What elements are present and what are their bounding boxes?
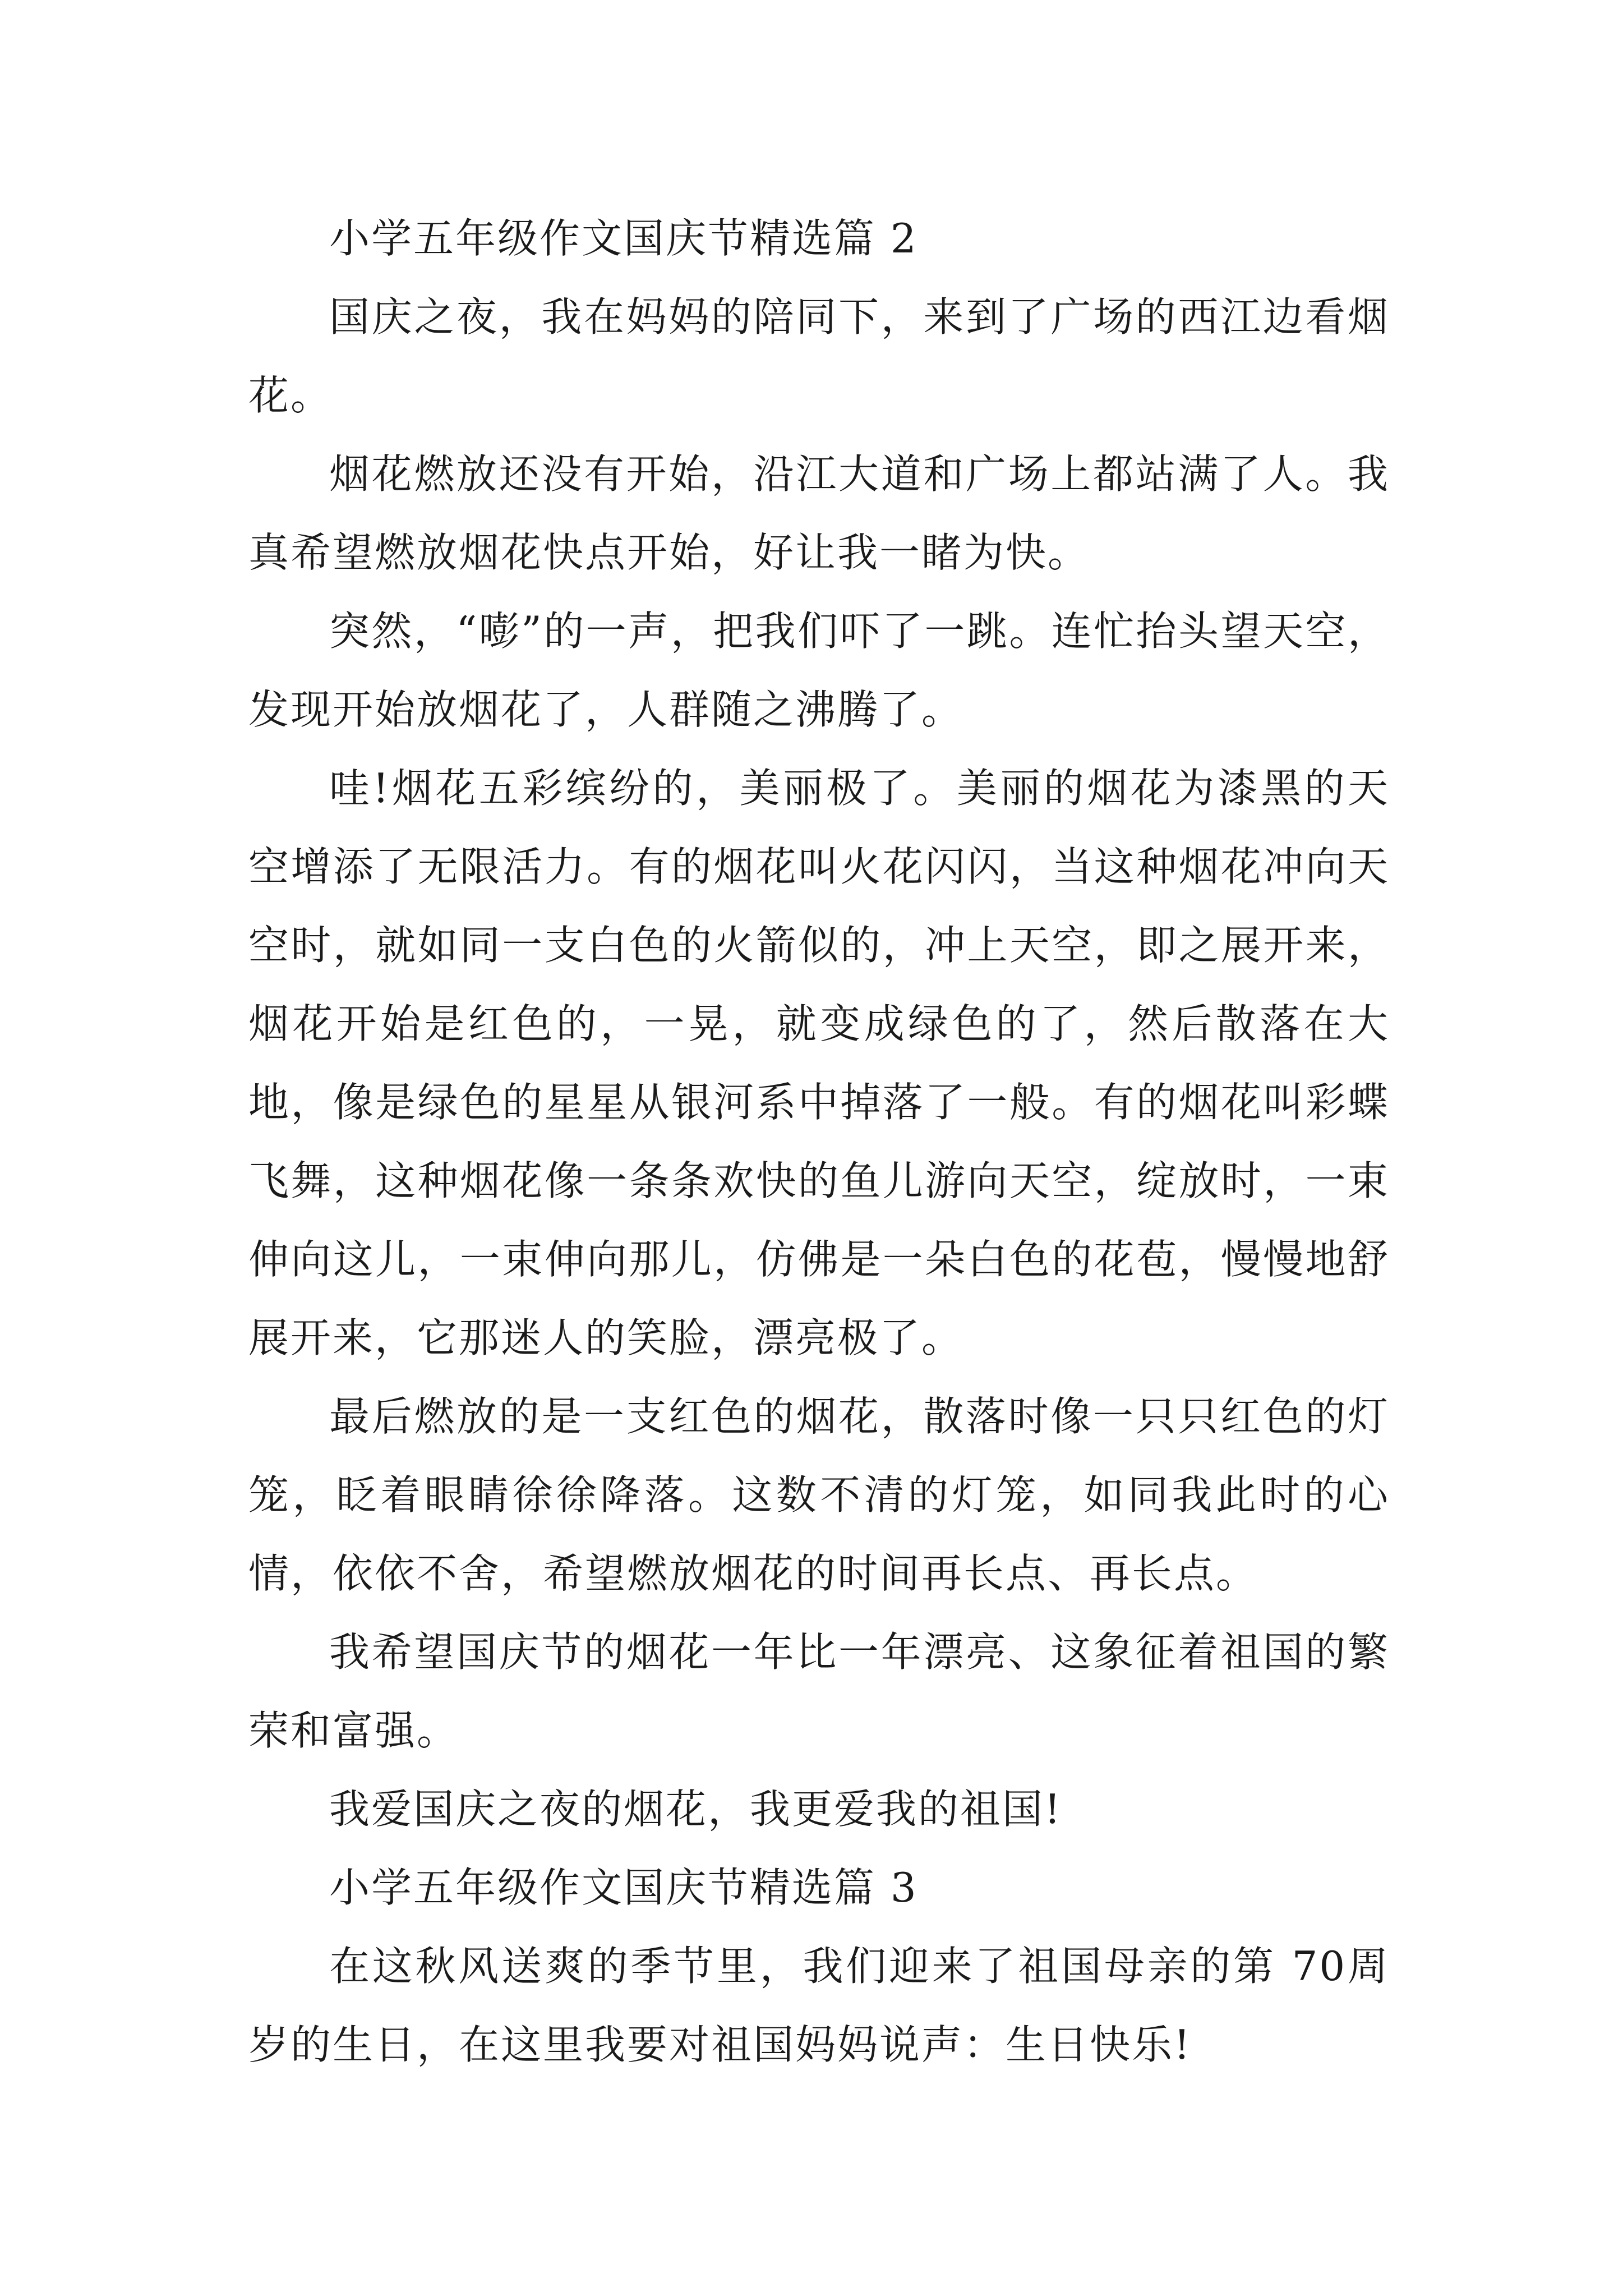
paragraph: 突然，“嘭”的一声，把我们吓了一跳。连忙抬头望天空，发现开始放烟花了，人群随之沸腾了。	[248, 608, 1390, 733]
paragraph: 最后燃放的是一支红色的烟花，散落时像一只只红色的灯笼，眨着眼睛徐徐降落。这数不清的灯笼，如同我此时的心情，依依不舍，希望燃放烟花的时间再长点、再长点。	[248, 1393, 1390, 1597]
paragraph: 在这秋风送爽的季节里，我们迎来了祖国母亲的第 70周岁的生日，在这里我要对祖国妈妈说声：生日快乐!	[248, 1943, 1390, 2068]
document-body	[248, 199, 1390, 2084]
paragraph: 我希望国庆节的烟花一年比一年漂亮、这象征着祖国的繁荣和富强。	[248, 1628, 1390, 1754]
section-heading: 小学五年级作文国庆节精选篇 2	[329, 215, 918, 262]
paragraph: 我爱国庆之夜的烟花，我更爱我的祖国!	[329, 1786, 1062, 1833]
paragraph: 烟花燃放还没有开始，沿江大道和广场上都站满了人。我真希望燃放烟花快点开始，好让我一睹为快。	[248, 450, 1390, 576]
paragraph: 国庆之夜，我在妈妈的陪同下，来到了广场的西江边看烟花。	[248, 293, 1390, 419]
section-heading: 小学五年级作文国庆节精选篇 3	[329, 1864, 918, 1911]
paragraph: 哇!烟花五彩缤纷的，美丽极了。美丽的烟花为漆黑的天空增添了无限活力。有的烟花叫火花闪闪，当这种烟花冲向天空时，就如同一支白色的火箭似的，冲上天空，即之展开来，烟花开始是红色的，一晃，就变成绿色的了，然后散落在大地，像是绿色的星星从银河系中掉落了一般。有的烟花叫彩蝶飞舞，这种烟花像一条条欢快的鱼儿游向天空，绽放时，一束伸向这儿，一束伸向那儿，仿佛是一朵白色的花苞，慢慢地舒展开来，它那迷人的笑脸，漂亮极了。	[248, 765, 1390, 1361]
